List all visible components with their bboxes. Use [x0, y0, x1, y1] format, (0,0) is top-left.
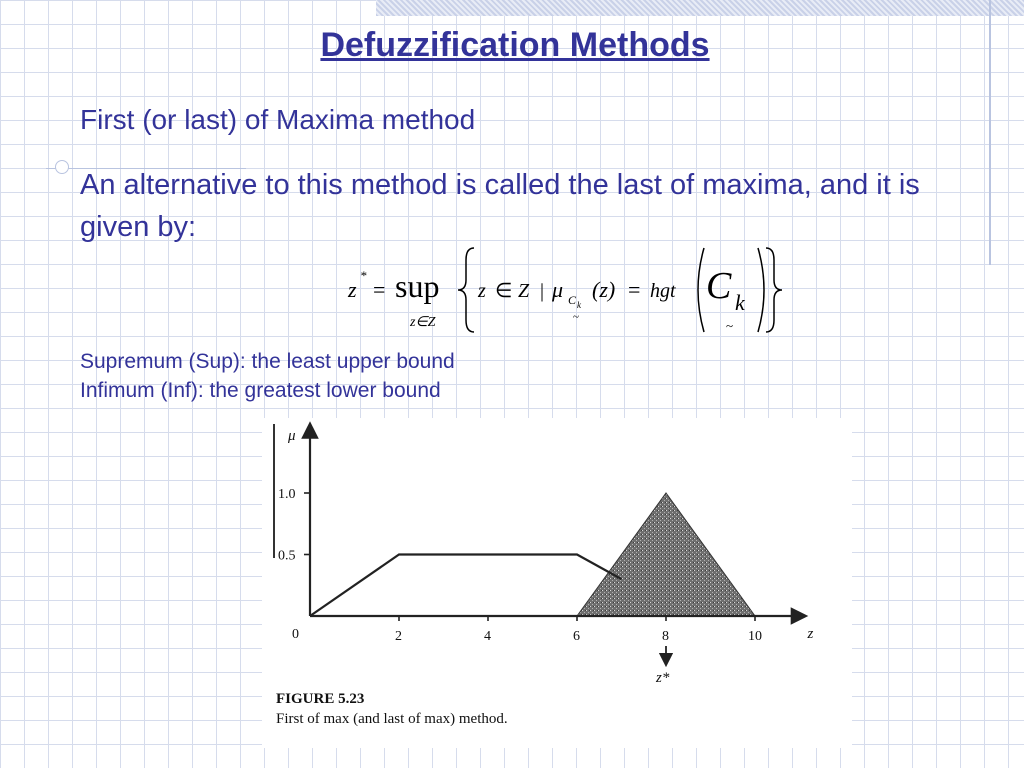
formula-mu-sub-k: k — [577, 300, 581, 310]
formula-k: k — [735, 290, 745, 315]
formula-set-z: z — [478, 280, 486, 302]
x-tick-label: 2 — [395, 629, 402, 644]
supremum-definition: Supremum (Sup): the least upper bound — [80, 350, 455, 373]
y-tick-label: 1.0 — [278, 487, 296, 502]
bullet-circle-icon — [55, 160, 69, 174]
formula-z: z — [348, 277, 357, 302]
origin-label: 0 — [292, 627, 299, 642]
formula-mu: μ — [552, 277, 564, 302]
formula-sup: sup — [395, 268, 440, 304]
formula-C: C — [706, 265, 732, 307]
formula-C-tilde: ~ — [726, 318, 734, 333]
x-tick-label: 6 — [573, 629, 580, 644]
y-axis-label: μ — [288, 428, 296, 444]
x-tick-label: 8 — [662, 629, 669, 644]
slide-title: Defuzzification Methods — [320, 26, 710, 64]
method-description: An alternative to this method is called the last of maxima, and it is given by: — [80, 169, 920, 243]
formula-sub-z-in-Z: z∈Z — [410, 315, 436, 330]
formula-equals: = — [373, 277, 386, 302]
formula-bar: | — [540, 280, 545, 302]
x-tick-label: 4 — [484, 629, 491, 644]
figure-5-23 — [262, 418, 852, 748]
x-tick-label: 10 — [748, 629, 762, 644]
figure-caption-text: First of max (and last of max) method. — [276, 711, 508, 727]
formula-element-of: ∈ — [495, 280, 513, 302]
formula-mu-sub-C: C — [568, 293, 577, 307]
formula-hgt: hgt — [650, 280, 676, 302]
formula-set-Z: Z — [518, 280, 530, 302]
method-heading: First (or last) of Maxima method — [80, 104, 476, 135]
formula-star: * — [360, 268, 367, 283]
last-of-maxima-formula — [338, 240, 798, 340]
y-tick-label: 0.5 — [278, 548, 296, 564]
x-axis-label: z — [807, 626, 814, 642]
formula-equals-2: = — [628, 277, 641, 302]
formula-arg: (z) — [592, 277, 616, 302]
figure-caption-title: FIGURE 5.23 — [276, 691, 365, 707]
infimum-definition: Infimum (Inf): the greatest lower bound — [80, 379, 441, 402]
top-decoration-strip — [376, 0, 1024, 16]
formula-mu-tilde: ~ — [573, 311, 579, 323]
z-star-label: z* — [656, 670, 670, 686]
